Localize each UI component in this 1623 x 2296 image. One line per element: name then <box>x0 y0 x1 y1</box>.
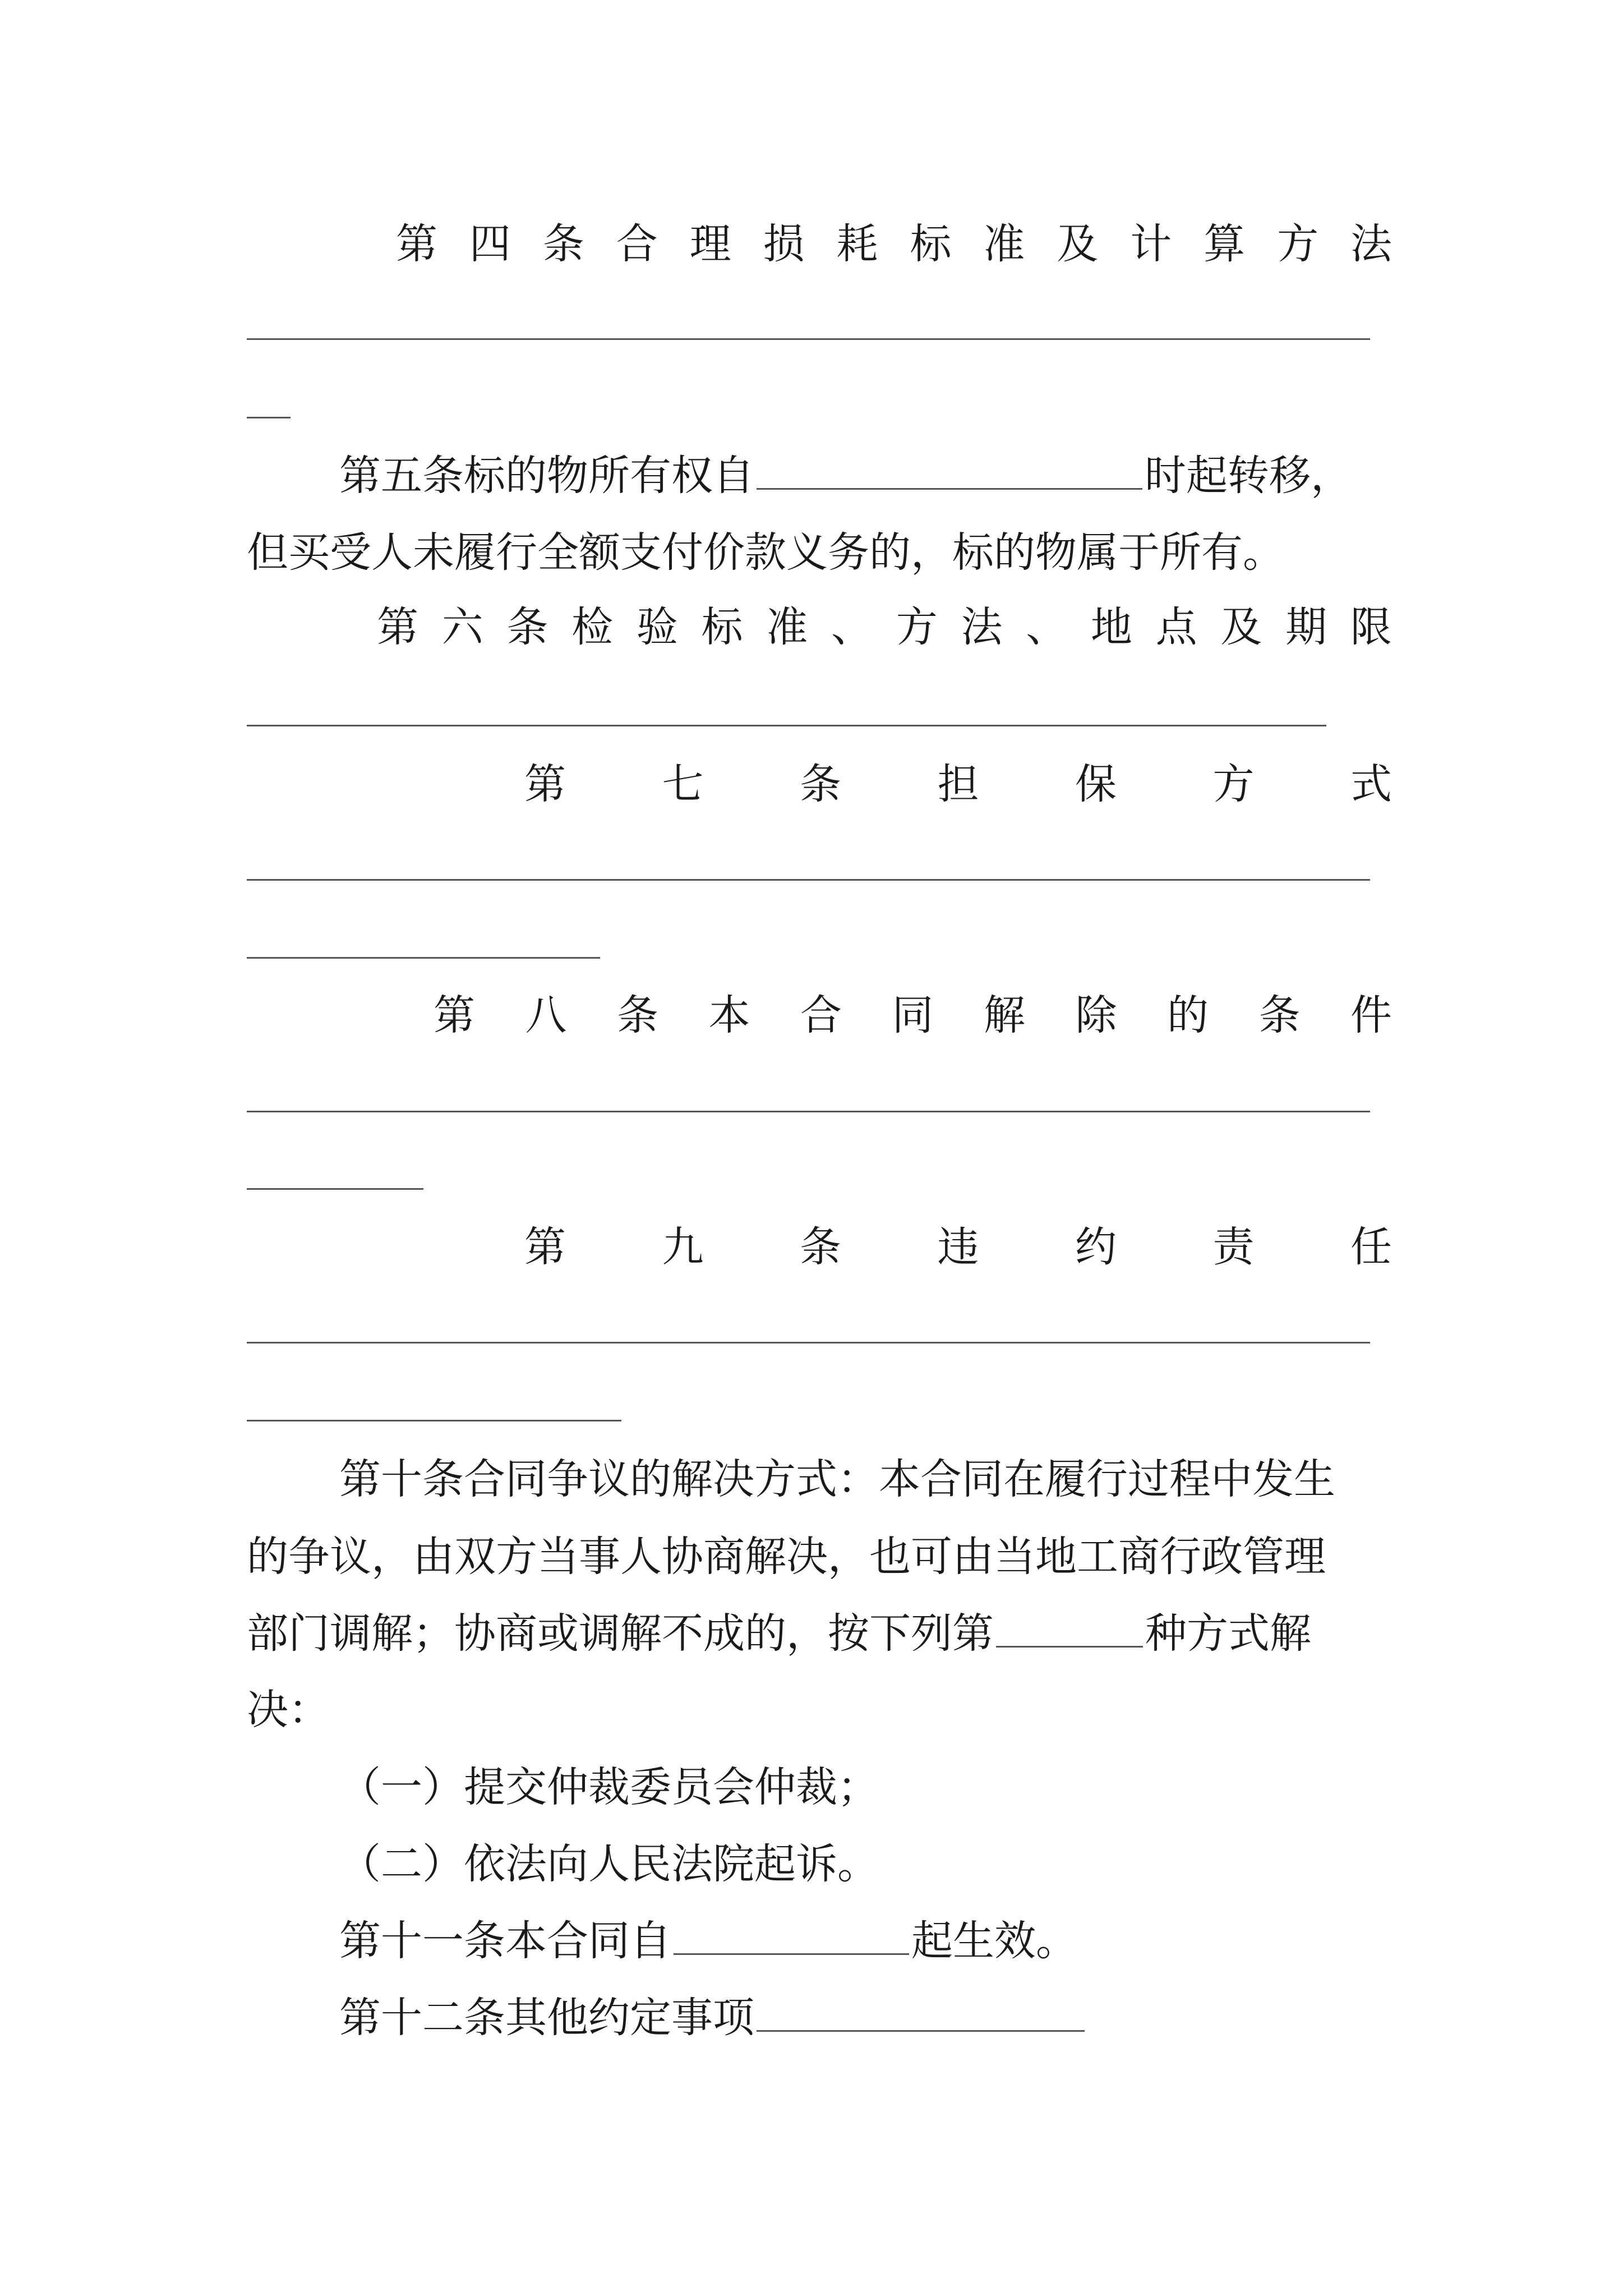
article-8-char: 合 <box>800 991 842 1039</box>
article-4-char: 第 <box>396 220 437 268</box>
article-9-char: 条 <box>800 1223 841 1271</box>
article-6-char: 地 <box>1090 603 1132 651</box>
article-6-char: 标 <box>701 603 743 651</box>
article-6-char: 检 <box>571 603 614 651</box>
article-8-char: 本 <box>708 991 750 1039</box>
article-6-char: 、 <box>831 603 873 651</box>
article-6-char: 验 <box>636 603 678 651</box>
article-5-line-2 <box>247 524 1284 581</box>
article-10-line-4 <box>247 1682 330 1738</box>
option-1-text: （一）提交仲裁委员会仲裁； <box>339 1763 879 1811</box>
article-8-char: 第 <box>434 991 475 1039</box>
article-4-char: 法 <box>1350 220 1392 268</box>
article-8-heading <box>434 987 1392 1043</box>
other-matters-blank[interactable] <box>757 1991 1085 2032</box>
article-4-char: 耗 <box>836 220 878 268</box>
article-6-char: 期 <box>1285 603 1327 651</box>
article-8-char: 的 <box>1167 991 1209 1039</box>
article-4-char: 及 <box>1057 220 1099 268</box>
article-9-heading <box>524 1219 1392 1275</box>
article-4-char: 损 <box>763 220 805 268</box>
article-11 <box>339 1913 1077 1969</box>
article-4-heading <box>396 216 1392 272</box>
article-11-text: 第十一条本合同自 <box>339 1917 671 1965</box>
article-4-char: 计 <box>1130 220 1172 268</box>
article-4-char: 条 <box>542 220 584 268</box>
article-5-text: 时起转移， <box>1145 452 1352 500</box>
option-2-text: （二）依法向人民法院起诉。 <box>339 1840 879 1888</box>
article-8-char: 条 <box>617 991 658 1039</box>
article-9-char: 九 <box>662 1223 704 1271</box>
article-10-text: 第十条合同争议的解决方式：本合同在履行过程中发生 <box>339 1455 1335 1503</box>
effective-date-blank[interactable] <box>674 1914 909 1955</box>
ownership-transfer-blank[interactable] <box>757 449 1142 490</box>
article-12-text: 第十二条其他约定事项 <box>339 1994 754 2042</box>
article-6-char: 六 <box>441 603 483 651</box>
article-6-char: 点 <box>1155 603 1197 651</box>
article-4-char: 标 <box>910 220 952 268</box>
article-8-char: 解 <box>984 991 1025 1039</box>
article-6-char: 限 <box>1350 603 1392 651</box>
article-7-char: 方 <box>1212 760 1255 808</box>
article-4-fill-line-short <box>247 417 291 418</box>
article-6-char: 法 <box>961 603 1003 651</box>
article-8-char: 八 <box>525 991 567 1039</box>
article-8-char: 除 <box>1075 991 1117 1039</box>
article-10-text: 种方式解 <box>1145 1609 1311 1658</box>
article-9-char: 责 <box>1212 1223 1255 1271</box>
article-6-heading <box>377 599 1392 655</box>
option-litigation <box>339 1836 879 1892</box>
article-9-char: 违 <box>937 1223 979 1271</box>
article-4-char: 四 <box>469 220 511 268</box>
article-6-fill-line <box>247 725 1326 726</box>
article-8-char: 件 <box>1350 991 1392 1039</box>
article-10-line-1 <box>339 1451 1335 1507</box>
article-7-char: 式 <box>1350 760 1392 808</box>
article-5-text: 但买受人未履行全额支付价款义务的，标的物属于所有。 <box>247 528 1284 577</box>
article-4-fill-line <box>247 338 1370 340</box>
article-7-char: 担 <box>937 760 979 808</box>
article-6-char: 及 <box>1220 603 1262 651</box>
article-6-char: 准 <box>766 603 808 651</box>
article-6-char: 第 <box>377 603 418 651</box>
article-10-text: 部门调解；协商或调解不成的，按下列第 <box>247 1609 994 1658</box>
article-8-fill-line <box>247 1111 1370 1112</box>
article-8-char: 条 <box>1258 991 1301 1039</box>
article-9-fill-line-short <box>247 1420 621 1421</box>
article-6-char: 、 <box>1026 603 1068 651</box>
option-arbitration <box>339 1759 879 1815</box>
article-5-line-1 <box>339 448 1352 504</box>
article-7-char: 保 <box>1075 760 1117 808</box>
dispute-method-blank[interactable] <box>996 1607 1143 1648</box>
article-10-line-3 <box>247 1605 1311 1662</box>
article-10-line-2 <box>247 1529 1326 1585</box>
article-9-fill-line <box>247 1342 1370 1343</box>
article-10-text: 的争议，由双方当事人协商解决，也可由当地工商行政管理 <box>247 1533 1326 1581</box>
article-7-fill-line-short <box>247 957 600 959</box>
article-7-char: 条 <box>800 760 841 808</box>
article-4-char: 方 <box>1277 220 1319 268</box>
article-4-char: 准 <box>983 220 1025 268</box>
article-11-text: 起生效。 <box>911 1917 1077 1965</box>
article-6-char: 方 <box>896 603 938 651</box>
article-9-char: 约 <box>1075 1223 1117 1271</box>
article-4-char: 合 <box>616 220 658 268</box>
article-6-char: 条 <box>506 603 548 651</box>
article-8-fill-line-short <box>247 1188 423 1190</box>
article-5-text: 第五条标的物所有权自 <box>339 452 754 500</box>
article-4-char: 算 <box>1204 220 1246 268</box>
article-9-char: 第 <box>524 1223 566 1271</box>
article-7-char: 七 <box>662 760 704 808</box>
article-8-char: 同 <box>892 991 934 1039</box>
article-7-heading <box>524 756 1392 812</box>
article-12 <box>339 1990 1087 2046</box>
article-4-char: 理 <box>689 220 731 268</box>
article-10-text: 决： <box>247 1686 330 1734</box>
article-7-char: 第 <box>524 760 566 808</box>
article-9-char: 任 <box>1350 1223 1392 1271</box>
article-7-fill-line <box>247 879 1370 881</box>
